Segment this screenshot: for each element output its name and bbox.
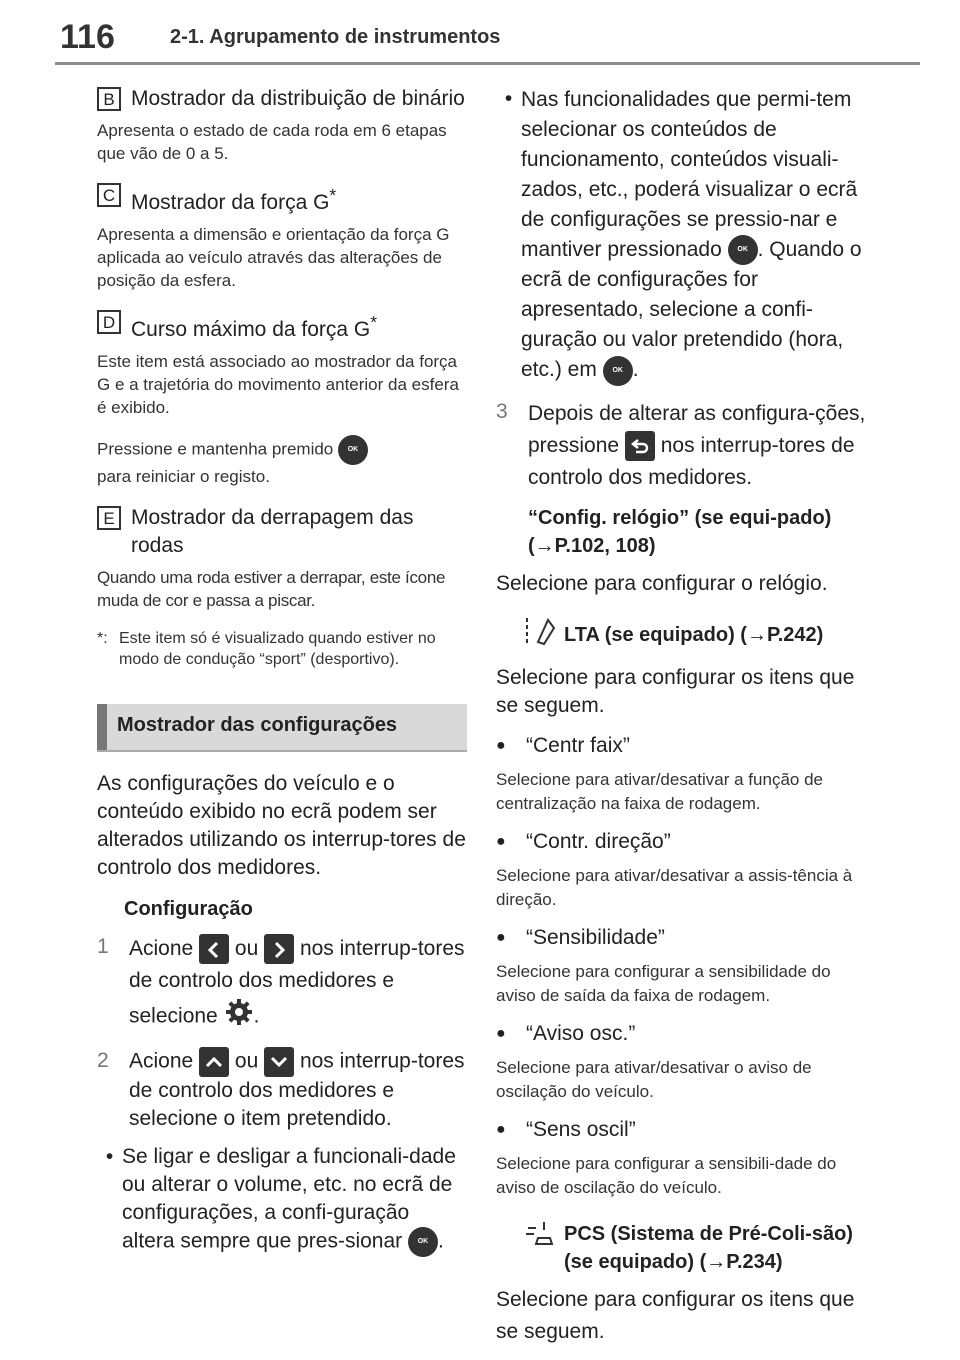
page-number: 116: [60, 18, 115, 56]
bullet-dot: ●: [496, 832, 506, 850]
bullet-item: • Se ligar e desligar a funcionali-dade ou alterar o volume, etc. no ecrã de configurações, a confi-guração altera sempre que pres-sionar OK .: [97, 1143, 467, 1257]
bullet-item: • Nas funcionalidades que permi-tem selecionar os conteúdos de funcionamento, conteúdos visuali-zados, etc., poderá visualizar o ecrã de configurações se pressio-nar e mantiver pressionado OK . Quando o ecrã de configurações for apresentado, selecione a confi-guração ou valor pretendido (hora, etc.) em OK .: [496, 85, 866, 386]
item-b-desc: Apresenta o estado de cada roda em 6 etapas que vão de 0 a 5.: [97, 121, 447, 163]
clock-heading: “Config. relógio” (se equi-pado) (→P.102, 108): [528, 506, 832, 557]
pcs-desc: Selecione para configurar os itens que se seguem.: [496, 1287, 855, 1343]
lane-trace-icon: [524, 616, 558, 654]
ok-button-icon: OK: [408, 1227, 438, 1257]
list-item: [496, 828, 866, 912]
chevron-left-icon: [199, 934, 229, 964]
section-rule: [97, 750, 467, 752]
sub-heading: Configuração: [124, 898, 253, 920]
options-list: [496, 732, 866, 1200]
list-item: [496, 1020, 866, 1104]
section-heading: Mostrador das configurações: [97, 704, 467, 750]
header-rule: [55, 62, 920, 65]
option-label: “Sensibilidade”: [526, 925, 665, 949]
lta-heading: LTA (se equipado) (→P.242): [524, 616, 866, 654]
ok-button-icon: OK: [603, 356, 633, 386]
bullet-dot: ●: [496, 928, 506, 946]
list-item: [496, 924, 866, 1008]
item-e: [97, 504, 467, 560]
item-d-heading: Curso máximo da força G*: [131, 312, 378, 341]
bullet-dot: ●: [496, 1024, 506, 1042]
item-e-heading: Mostrador da derrapagem das rodas: [131, 506, 414, 557]
section-title: 2-1. Agrupamento de instrumentos: [170, 26, 501, 48]
asterisk: *: [329, 185, 337, 205]
right-column: [496, 85, 866, 1348]
lta-desc: Selecione para configurar os itens que se seguem.: [496, 665, 855, 717]
letter-e-label: E: [97, 506, 121, 530]
option-label: “Contr. direção”: [526, 829, 671, 853]
back-arrow-icon: [625, 431, 655, 461]
clock-desc: Selecione para configurar o relógio.: [496, 571, 828, 595]
chevron-down-icon: [264, 1047, 294, 1077]
chevron-right-icon: [264, 934, 294, 964]
chevron-up-icon: [199, 1047, 229, 1077]
letter-d-label: D: [97, 310, 121, 334]
step-3: 3 Depois de alterar as configura-ções, pressione nos interrup-tores de controlo dos medidores.: [496, 399, 866, 489]
list-item: [496, 1116, 866, 1200]
item-d: [97, 308, 467, 344]
item-b: [97, 85, 467, 113]
option-desc: Selecione para configurar a sensibilidade do aviso de saída da faixa de rodagem.: [496, 961, 831, 1005]
item-d-reset: Pressione e mantenha premido OK para reiniciar o registo.: [97, 435, 467, 488]
option-label: “Aviso osc.”: [526, 1021, 636, 1045]
step-1: 1 Acione ou nos interrup-tores de controlo dos medidores e selecione .: [97, 933, 467, 1037]
item-c-desc: Apresenta a dimensão e orientação da força G aplicada ao veículo através das alterações de posição da esfera.: [97, 225, 450, 290]
option-label: “Sens oscil”: [526, 1117, 636, 1141]
option-label: “Centr faix”: [526, 733, 630, 757]
asterisk: *: [370, 312, 378, 332]
footnote: *: Este item só é visualizado quando estiver no modo de condução “sport” (desportivo).: [97, 630, 436, 668]
item-d-desc: Este item está associado ao mostrador da força G e a trajetória do movimento anterior da esfera é exibido.: [97, 352, 459, 417]
option-desc: Selecione para ativar/desativar a assis-tência à direção.: [496, 865, 853, 909]
gear-icon: [224, 997, 254, 1037]
ok-button-icon: OK: [338, 435, 368, 465]
item-e-desc: Quando uma roda estiver a derrapar, este ícone muda de cor e passa a piscar.: [97, 568, 446, 610]
pcs-icon: [524, 1220, 556, 1276]
letter-c-label: C: [97, 183, 121, 207]
option-desc: Selecione para ativar/desativar o aviso de oscilação do veículo.: [496, 1057, 812, 1101]
list-item: [496, 732, 866, 816]
left-column: [97, 85, 467, 1257]
ok-button-icon: OK: [728, 235, 758, 265]
bullet-dot: ●: [496, 736, 506, 754]
page-header: [0, 0, 960, 68]
step-2: 2 Acione ou nos interrup-tores de controlo dos medidores e selecione o item pretendido.: [97, 1049, 465, 1130]
item-b-heading: Mostrador da distribuição de binário: [131, 87, 465, 110]
intro-text: As configurações do veículo e o conteúdo exibido no ecrã podem ser alterados utilizando os interrup-tores de controlo dos medidores.: [97, 772, 466, 879]
option-desc: Selecione para ativar/desativar a função de centralização na faixa de rodagem.: [496, 769, 823, 813]
item-c-heading: Mostrador da força G*: [131, 185, 337, 214]
pcs-heading: PCS (Sistema de Pré-Coli-são) (se equipado) (→P.234): [524, 1220, 866, 1276]
letter-b-label: B: [97, 87, 121, 111]
bullet-dot: ●: [496, 1120, 506, 1138]
option-desc: Selecione para configurar a sensibili-dade do aviso de oscilação do veículo.: [496, 1153, 837, 1197]
item-c: [97, 181, 467, 217]
